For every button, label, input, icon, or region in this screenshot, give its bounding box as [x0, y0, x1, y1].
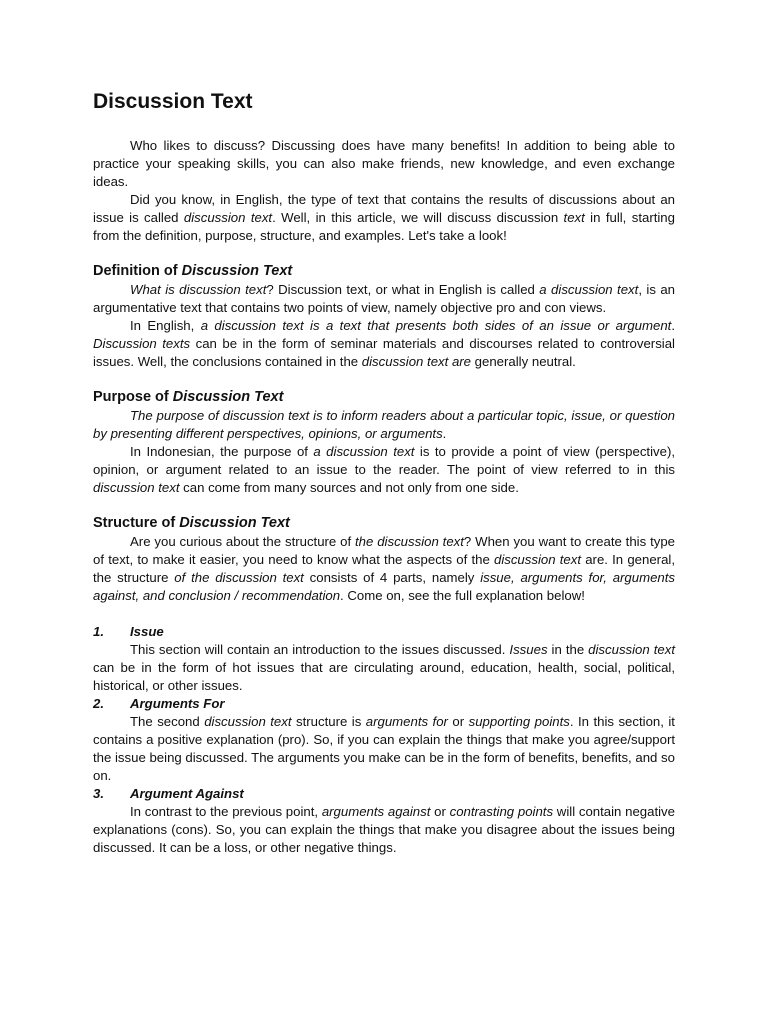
italic-text-run: a discussion text: [539, 282, 639, 297]
italic-text-run: discussion text: [588, 642, 675, 657]
italic-text-run: the discussion text: [355, 534, 464, 549]
definition-heading-italic: Discussion Text: [181, 263, 293, 279]
intro-paragraph-1: Who likes to discuss? Discussing does have many benefits! In addition to being able to practice your speaking skills, you can also make friends, new knowledge, and even exchange ideas.: [93, 138, 675, 189]
text-run: are. In general, the structure: [93, 552, 675, 585]
purpose-heading-plain: Purpose of: [93, 389, 173, 405]
list-item-body: [93, 713, 675, 785]
italic-text-run: discussion text: [493, 552, 582, 567]
text-run: . Well, in this article, we will discuss discussion: [272, 210, 564, 225]
text-run: In Indonesian, the purpose of: [130, 444, 314, 459]
text-run: will contain negative explanations (cons). So, you can explain the things that make you disagree about the issues being discussed. It can be a loss, or other negative things.: [93, 804, 675, 855]
text-run: in the: [547, 642, 589, 657]
text-run: Did you know, in English, the type of text that contains the results of discussions about an issue is called: [93, 192, 675, 225]
text-run: can be in the form of hot issues that are circulating around, education, health, social, political, historical, or other issues.: [93, 660, 675, 693]
italic-text-run: a discussion text: [313, 444, 415, 459]
italic-text-run: Issues: [509, 642, 548, 657]
definition-heading: [93, 261, 675, 281]
text-run: . In this section, it contains a positive explanation (pro). So, if you can explain the things that make you agree/support the issue being discussed. The arguments you make can be in the form of benefits, benefits, and so on.: [93, 714, 675, 783]
italic-text-run: contrasting points: [449, 804, 554, 819]
definition-paragraph-1: [93, 281, 675, 317]
document-page: [93, 88, 675, 857]
text-run: .: [442, 426, 447, 441]
structure-section: [93, 513, 675, 605]
text-run: consists of 4 parts, namely: [303, 570, 481, 585]
text-run: In English,: [130, 318, 201, 333]
document-title: Discussion Text: [93, 90, 253, 113]
italic-text-run: of the discussion text: [174, 570, 304, 585]
text-run: In contrast to the previous point,: [130, 804, 322, 819]
definition-heading-plain: Definition of: [93, 263, 182, 279]
text-run: The second: [130, 714, 205, 729]
purpose-paragraph-1: [93, 407, 675, 443]
purpose-heading: [93, 387, 675, 407]
structure-list: [93, 623, 675, 857]
definition-paragraph-2: [93, 317, 675, 371]
definition-section: [93, 261, 675, 371]
list-item-number: 2.: [93, 696, 104, 711]
italic-text-run: arguments against: [321, 804, 431, 819]
list-item-title: Issue: [130, 624, 164, 639]
list-item-heading: [93, 785, 675, 803]
italic-text-run: discussion text are: [361, 354, 472, 369]
list-item-title: Arguments For: [130, 696, 225, 711]
text-run: is to provide a point of view (perspective), opinion, or argument related to an issue to the reader. The point of view referred to in this: [93, 444, 675, 477]
text-run: or: [447, 714, 469, 729]
text-run: . Come on, see the full explanation below!: [340, 588, 585, 603]
structure-heading-plain: Structure of: [93, 515, 180, 531]
italic-text-run: discussion text: [183, 210, 273, 225]
list-item-heading: [93, 623, 675, 641]
text-run: or: [430, 804, 450, 819]
purpose-heading-italic: Discussion Text: [172, 389, 284, 405]
intro-paragraph-2: [93, 191, 675, 245]
spacer: [93, 605, 675, 623]
italic-text-run: text: [563, 210, 585, 225]
italic-text-run: What is discussion text: [130, 282, 267, 297]
text-run: can come from many sources and not only from one side.: [179, 480, 519, 495]
list-item-body: [93, 641, 675, 695]
list-item-issue: [93, 623, 675, 695]
list-item-number: 1.: [93, 624, 104, 639]
text-run: , is an argumentative text that contains two points of view, namely objective pro and con views.: [93, 282, 676, 315]
italic-text-run: arguments for: [365, 714, 448, 729]
list-item-argument-against: [93, 785, 675, 857]
structure-heading: [93, 513, 675, 533]
structure-heading-italic: Discussion Text: [179, 515, 290, 531]
text-run: ? When you want to create this type of text, to make it easier, you need to know what the aspects of the: [93, 534, 675, 567]
list-item-number: 3.: [93, 786, 104, 801]
text-run: in full, starting from the definition, purpose, structure, and examples. Let's take a look!: [93, 210, 675, 243]
text-run: ? Discussion text, or what in English is called: [266, 282, 540, 297]
text-run: structure is: [291, 714, 366, 729]
list-item-arguments-for: [93, 695, 675, 785]
text-run: generally neutral.: [471, 354, 576, 369]
italic-text-run: issue, arguments for, arguments against, and conclusion / recommendation: [93, 570, 676, 603]
list-item-heading: [93, 695, 675, 713]
italic-text-run: supporting points: [468, 714, 570, 729]
purpose-paragraph-2: [93, 443, 675, 497]
italic-text-run: discussion text: [93, 480, 180, 495]
text-run: can be in the form of seminar materials and discourses related to controversial issues. Well, the conclusions contained in the: [93, 336, 675, 369]
list-item-title: Argument Against: [130, 786, 244, 801]
purpose-section: [93, 387, 675, 497]
text-run: Are you curious about the structure of: [130, 534, 356, 549]
italic-text-run: The purpose of discussion text is to inform readers about a particular topic, issue, or question by presenting different perspectives, opinions, or arguments: [93, 408, 675, 441]
text-run: This section will contain an introduction to the issues discussed.: [130, 642, 510, 657]
list-item-body: [93, 803, 675, 857]
structure-paragraph-1: [93, 533, 675, 605]
italic-text-run: Discussion texts: [93, 336, 191, 351]
italic-text-run: discussion text: [204, 714, 292, 729]
text-run: .: [671, 318, 675, 333]
italic-text-run: a discussion text is a text that presents both sides of an issue or argument: [200, 318, 672, 333]
